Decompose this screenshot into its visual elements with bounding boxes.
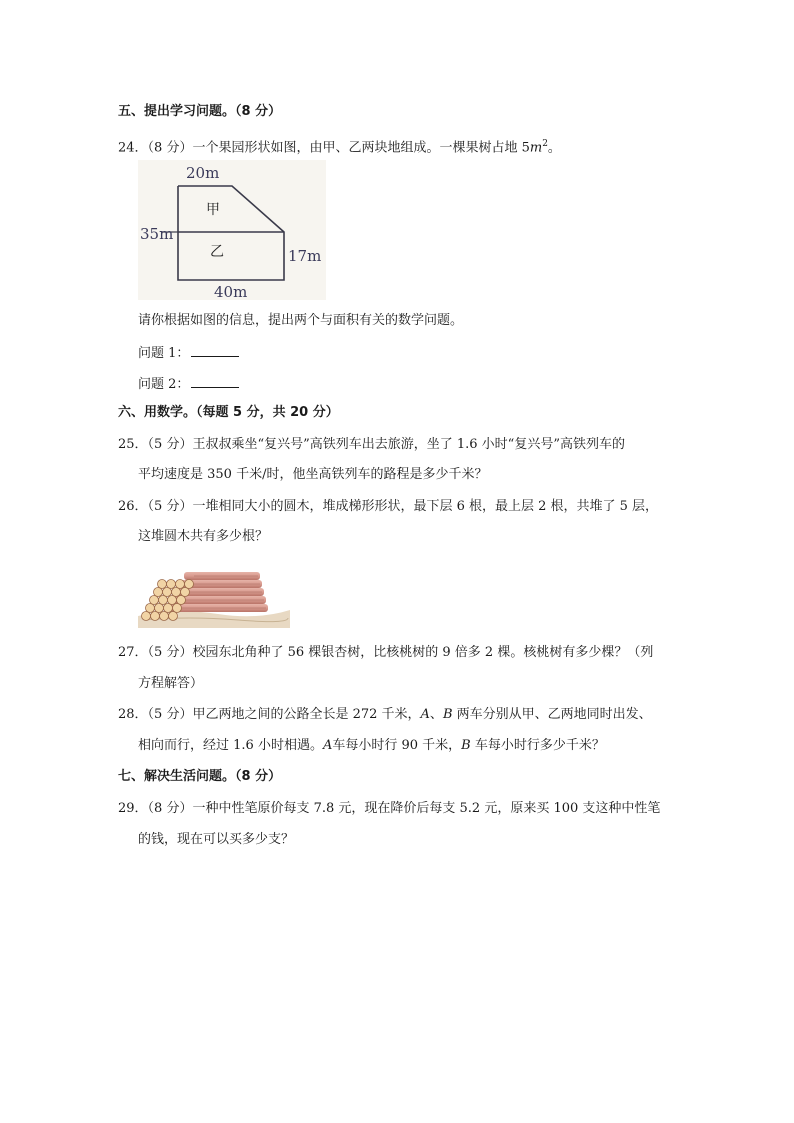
question-28-text-f: 车每小时行多少千米？ bbox=[470, 738, 605, 753]
question-28-text-c: 两车分别从甲、乙两地同时出发、 bbox=[452, 707, 652, 722]
question-26-line-2: 这堆圆木共有多少根？ bbox=[138, 529, 269, 544]
question-28-text-b: 、 bbox=[429, 707, 443, 722]
left-height-label: 35m bbox=[140, 225, 174, 243]
question-26-line-1: 26．（5 分）一堆相同大小的圆木，堆成梯形形状，最下层 6 根，最上层 2 根，共堆了 5 层， bbox=[118, 499, 659, 514]
bottom-width-label: 40m bbox=[214, 283, 248, 301]
question-25-line-2: 平均速度是 350 千米/时，他坐高铁列车的路程是多少千米？ bbox=[138, 467, 488, 482]
unit-exponent: 2 bbox=[542, 139, 548, 149]
question-29-line-2: 的钱，现在可以买多少支？ bbox=[138, 832, 295, 847]
question-1-label: 问题 1： bbox=[138, 346, 190, 361]
orchard-figure bbox=[138, 160, 326, 300]
right-height-label: 17m bbox=[288, 247, 322, 265]
log-pile-illustration bbox=[138, 558, 290, 628]
question-29-line-1: 29．（8 分）一种中性笔原价每支 7.8 元，现在降价后每支 5.2 元，原来买 100 支这种中性笔 bbox=[118, 801, 661, 816]
unit-m: m bbox=[529, 140, 543, 156]
question-28-line-2 bbox=[138, 737, 605, 755]
var-b-2: B bbox=[461, 738, 471, 753]
question-24-end: 。 bbox=[547, 140, 561, 156]
section-5-heading: 五、提出学习问题。（8 分） bbox=[118, 104, 282, 119]
question-24-answer-1 bbox=[138, 343, 239, 363]
question-24-prompt: 请你根据如图的信息，提出两个与面积有关的数学问题。 bbox=[138, 313, 464, 328]
answer-blank-2[interactable] bbox=[191, 374, 239, 388]
question-28-text-a: 28．（5 分）甲乙两地之间的公路全长是 272 千米， bbox=[118, 707, 421, 722]
log-pile-image bbox=[138, 558, 290, 628]
question-27-line-1: 27．（5 分）校园东北角种了 56 棵银杏树，比核桃树的 9 倍多 2 棵。核桃树有多少棵？（列 bbox=[118, 645, 654, 660]
question-24-answer-2 bbox=[138, 374, 239, 394]
answer-blank-1[interactable] bbox=[191, 343, 239, 357]
question-28-text-d: 相向而行，经过 1.6 小时相遇。 bbox=[138, 738, 323, 753]
question-28-line-1 bbox=[118, 706, 652, 724]
region-jia-label: 甲 bbox=[206, 202, 220, 218]
question-2-label: 问题 2： bbox=[138, 377, 190, 392]
var-a: A bbox=[420, 707, 430, 722]
section-6-heading: 六、用数学。（每题 5 分，共 20 分） bbox=[118, 405, 339, 420]
question-25-line-1: 25．（5 分）王叔叔乘坐“复兴号”高铁列车出去旅游，坐了 1.6 小时“复兴号”高铁列车的 bbox=[118, 437, 625, 452]
question-28-text-e: 车每小时行 90 千米， bbox=[332, 738, 462, 753]
top-width-label: 20m bbox=[186, 164, 220, 182]
section-7-heading: 七、解决生活问题。（8 分） bbox=[118, 769, 282, 784]
var-b: B bbox=[442, 707, 453, 722]
question-27-line-2: 方程解答） bbox=[138, 676, 204, 691]
question-24-text: 24．（8 分）一个果园形状如图，由甲、乙两块地组成。一棵果树占地 5 bbox=[118, 140, 530, 156]
region-yi-label: 乙 bbox=[210, 244, 224, 260]
var-a-2: A bbox=[322, 738, 333, 753]
question-24 bbox=[118, 135, 561, 157]
